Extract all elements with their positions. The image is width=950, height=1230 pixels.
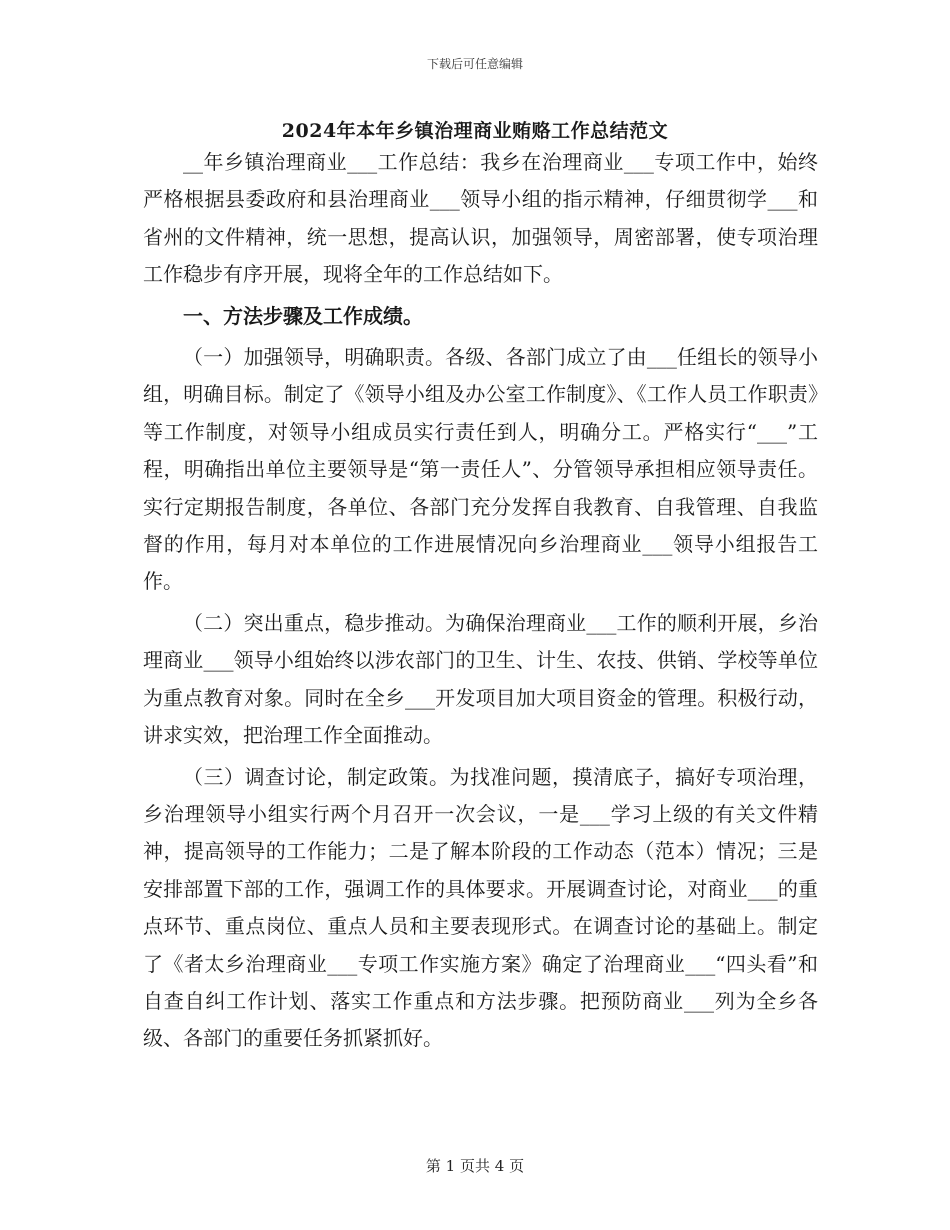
section-heading: 一、方法步骤及工作成绩。	[183, 303, 423, 328]
header-note: 下载后可任意编辑	[426, 57, 523, 71]
section-paragraph-3: （三）调查讨论，制定政策。为找准问题，摸清底子，搞好专项治理，乡治理领导小组实行两个月召开一次会议，一是___学习上级的有关文件精神，提高领导的工作能力；二是了解本阶段的工作动态（范本）情况；三是安排部置下部的工作，强调工作的具体要求。开展调查讨论，对商业___的重点环节、重点岗位、重点人员和主要表现形式。在调查讨论的基础上。制定了《者太乡治理商业___专项工作实施方案》确定了治理商业___“四头看”和自查自纠工作计划、落实工作重点和方法步骤。把预防商业___列为全乡各级、各部门的重要任务抓紧抓好。	[143, 764, 818, 1051]
page-number-footer: 第 1 页共 4 页	[425, 1157, 525, 1175]
document-title: 2024年本年乡镇治理商业贿赂工作总结范文	[281, 120, 669, 142]
section-paragraph-2: （二）突出重点，稳步推动。为确保治理商业___工作的顺利开展，乡治理商业___领导小组始终以涉农部门的卫生、计生、农技、供销、学校等单位为重点教育对象。同时在全乡___开发项目加大项目资金的管理。积极行动，讲求实效，把治理工作全面推动。	[143, 610, 818, 748]
document-body	[143, 144, 818, 1058]
intro-paragraph: __年乡镇治理商业___工作总结：我乡在治理商业___专项工作中，始终严格根据县委政府和县治理商业___领导小组的指示精神，仔细贯彻学___和省州的文件精神，统一思想，提高认识，加强领导，周密部署，使专项治理工作稳步有序开展，现将全年的工作总结如下。	[143, 150, 818, 287]
section-paragraph-1: （一）加强领导，明确职责。各级、各部门成立了由___任组长的领导小组，明确目标。制定了《领导小组及办公室工作制度》、《工作人员工作职责》等工作制度，对领导小组成员实行责任到人，明确分工。严格实行“___”工程，明确指出单位主要领导是“第一责任人”、分管领导承担相应领导责任。实行定期报告制度，各单位、各部门充分发挥自我教育、自我管理、自我监督的作用，每月对本单位的工作进展情况向乡治理商业___领导小组报告工作。	[143, 345, 818, 594]
